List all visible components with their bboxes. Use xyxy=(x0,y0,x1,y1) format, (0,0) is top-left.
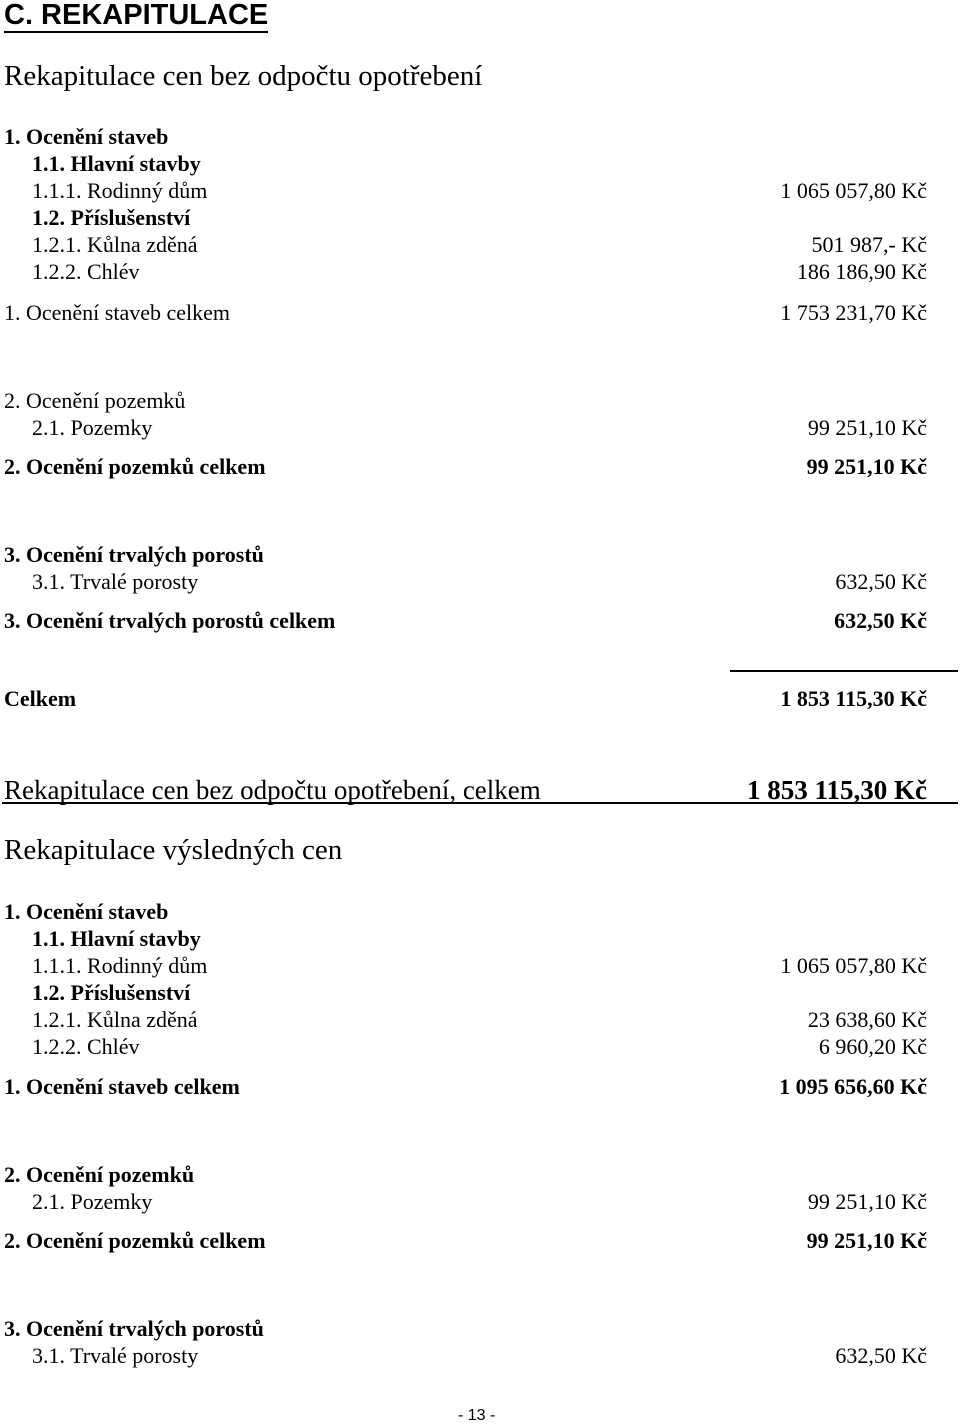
s1-grand-total-value: 1 853 115,30 Kč xyxy=(747,775,927,805)
s1-row-chlev-label: 1.2.2. Chlév xyxy=(32,259,140,284)
s1-group1-2-title: 1.2. Příslušenství xyxy=(32,205,191,230)
s1-celkem-value: 1 853 115,30 Kč xyxy=(780,686,927,711)
page-heading: C. REKAPITULACE xyxy=(4,0,269,31)
s1-group2-title: 2. Ocenění pozemků xyxy=(4,388,186,413)
s2-row-rodinny-dum-label: 1.1.1. Rodinný dům xyxy=(32,953,208,978)
s1-row-pozemky-label: 2.1. Pozemky xyxy=(32,415,153,440)
s1-group3-total-label: 3. Ocenění trvalých porostů celkem xyxy=(4,608,336,633)
s1-row-chlev-value: 186 186,90 Kč xyxy=(796,259,927,284)
s1-group3-total-value: 632,50 Kč xyxy=(834,608,927,633)
s2-row-kulna-value: 23 638,60 Kč xyxy=(807,1007,927,1032)
s2-group1-2-title: 1.2. Příslušenství xyxy=(32,980,191,1005)
s2-group2-title: 2. Ocenění pozemků xyxy=(4,1162,195,1187)
s2-row-chlev-value: 6 960,20 Kč xyxy=(818,1034,927,1059)
s2-group2-total-label: 2. Ocenění pozemků celkem xyxy=(4,1228,266,1253)
s1-row-porosty-label: 3.1. Trvalé porosty xyxy=(32,569,199,594)
grand-total-underline xyxy=(2,802,958,804)
s1-grand-total-label: Rekapitulace cen bez odpočtu opotřebení, celkem xyxy=(4,775,541,805)
s2-group3-title: 3. Ocenění trvalých porostů xyxy=(4,1316,264,1341)
s2-group1-total-label: 1. Ocenění staveb celkem xyxy=(4,1074,240,1099)
sum-divider-line xyxy=(730,670,958,672)
s1-row-porosty-value: 632,50 Kč xyxy=(835,569,927,594)
s1-group1-total-label: 1. Ocenění staveb celkem xyxy=(4,300,231,325)
s2-row-pozemky-label: 2.1. Pozemky xyxy=(32,1189,153,1214)
s1-celkem-label: Celkem xyxy=(4,686,77,711)
s2-row-porosty-label: 3.1. Trvalé porosty xyxy=(32,1343,199,1368)
s2-row-chlev-label: 1.2.2. Chlév xyxy=(32,1034,140,1059)
s1-row-pozemky-value: 99 251,10 Kč xyxy=(807,415,927,440)
s1-row-rodinny-dum-value: 1 065 057,80 Kč xyxy=(780,178,927,203)
s1-group2-total-value: 99 251,10 Kč xyxy=(806,454,927,479)
s1-group3-title: 3. Ocenění trvalých porostů xyxy=(4,542,264,567)
s2-group2-total-value: 99 251,10 Kč xyxy=(806,1228,927,1253)
s2-row-rodinny-dum-value: 1 065 057,80 Kč xyxy=(780,953,927,978)
page-number: - 13 - xyxy=(458,1407,496,1424)
section1-title: Rekapitulace cen bez odpočtu opotřebení xyxy=(4,60,483,92)
s1-group2-total-label: 2. Ocenění pozemků celkem xyxy=(4,454,266,479)
s1-row-kulna-label: 1.2.1. Kůlna zděná xyxy=(32,232,198,257)
s2-row-pozemky-value: 99 251,10 Kč xyxy=(807,1189,927,1214)
s1-row-kulna-value: 501 987,- Kč xyxy=(811,232,927,257)
s2-row-kulna-label: 1.2.1. Kůlna zděná xyxy=(32,1007,198,1032)
s2-group1-title: 1. Ocenění staveb xyxy=(4,899,169,924)
s2-group1-total-value: 1 095 656,60 Kč xyxy=(779,1074,927,1099)
s1-group1-title: 1. Ocenění staveb xyxy=(4,124,169,149)
s1-row-rodinny-dum-label: 1.1.1. Rodinný dům xyxy=(32,178,208,203)
section2-title: Rekapitulace výsledných cen xyxy=(4,834,343,866)
s1-group1-total-value: 1 753 231,70 Kč xyxy=(780,300,927,325)
s2-row-porosty-value: 632,50 Kč xyxy=(835,1343,927,1368)
s2-group1-1-title: 1.1. Hlavní stavby xyxy=(32,926,201,951)
s1-group1-1-title: 1.1. Hlavní stavby xyxy=(32,151,201,176)
